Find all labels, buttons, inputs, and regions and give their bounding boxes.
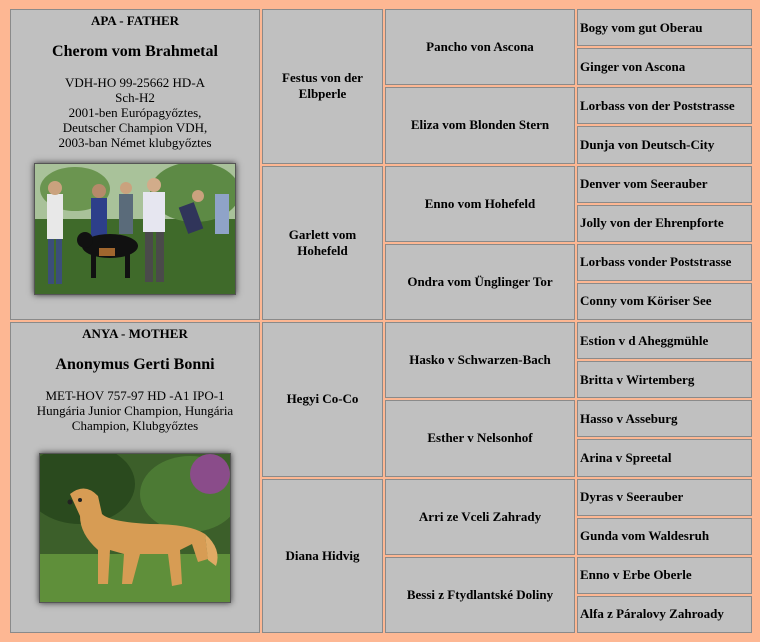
grandparent-cell: Ondra vom Ünglinger Tor [385,244,575,320]
great-grandparent-cell: Denver vom Seerauber [577,166,752,203]
grandparent-cell: Esther v Nelsonhof [385,400,575,476]
father-info [58,75,211,150]
dam-parent-cell: Garlett vom Hohefeld [262,166,383,321]
father-info-line: 2001-ben Európagyőztes, [68,105,202,120]
great-grandparent-cell: Enno v Erbe Oberle [577,557,752,594]
grandparent-cell: Enno vom Hohefeld [385,166,575,242]
great-grandparent-cell: Arina v Spreetal [577,439,752,476]
great-grandparent-cell: Estion v d Aheggmühle [577,322,752,359]
great-grandparent-cell: Gunda vom Waldesruh [577,518,752,555]
pedigree-table [10,9,750,633]
mother-info-line: Hungária Junior Champion, Hungária [36,403,234,418]
father-cell [10,9,260,320]
grandparent-cell: Pancho von Ascona [385,9,575,85]
great-grandparent-cell: Britta v Wirtemberg [577,361,752,398]
father-info-line: VDH-HO 99-25662 HD-A [64,75,206,90]
mother-info [37,388,233,433]
great-grandparent-cell: Hasso v Asseburg [577,400,752,437]
father-role: APA - FATHER [90,13,180,28]
mother-info-line: MET-HOV 757-97 HD -A1 IPO-1 [45,388,225,403]
grandparent-cell: Eliza vom Blonden Stern [385,87,575,163]
great-grandparent-cell: Bogy vom gut Oberau [577,9,752,46]
father-name: Cherom vom Brahmetal [52,43,218,60]
dog-show-photo [34,163,236,295]
great-grandparent-cell: Conny vom Köriser See [577,283,752,320]
grandparent-cell: Hasko v Schwarzen-Bach [385,322,575,398]
father-info-line: 2003-ban Német klubgyőztes [58,135,212,150]
father-info-line: Deutscher Champion VDH, [62,120,208,135]
grandparent-cell: Arri ze Vceli Zahrady [385,479,575,555]
grandparent-cell: Bessi z Ftydlantské Doliny [385,557,575,633]
great-grandparent-cell: Ginger von Ascona [577,48,752,85]
great-grandparent-cell: Lorbass von der Poststrasse [577,87,752,124]
golden-dog-photo [39,453,231,603]
great-grandparent-cell: Dunja von Deutsch-City [577,126,752,163]
dam-parent-cell: Diana Hidvig [262,479,383,634]
great-grandparent-cell: Lorbass vonder Poststrasse [577,244,752,281]
sire-parent-cell: Festus von der Elbperle [262,9,383,164]
mother-info-line: Champion, Klubgyőztes [71,418,199,433]
father-info-line: Sch-H2 [115,90,155,105]
great-grandparent-cell: Jolly von der Ehrenpforte [577,205,752,242]
great-grandparent-cell: Dyras v Seerauber [577,479,752,516]
great-grandparent-cell: Alfa z Páralovy Zahroady [577,596,752,633]
mother-role: ANYA - MOTHER [82,326,188,341]
sire-parent-cell: Hegyi Co-Co [262,322,383,477]
mother-name: Anonymus Gerti Bonni [55,356,215,373]
mother-cell [10,322,260,633]
